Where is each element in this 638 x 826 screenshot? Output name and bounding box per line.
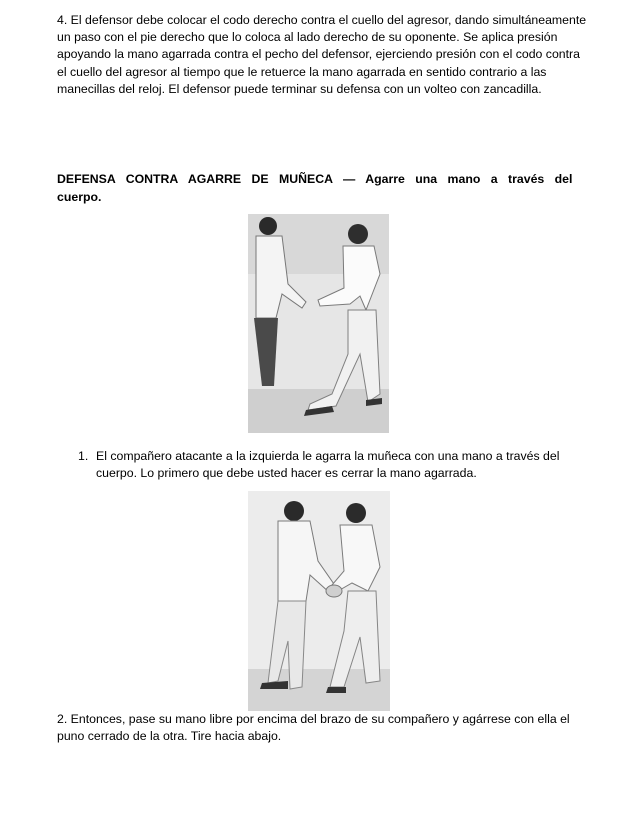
list-item-number: 1. xyxy=(78,449,89,463)
photo-hands-clasped xyxy=(248,491,390,711)
paragraph-step-2: 2. Entonces, pase su mano libre por encima del brazo de su compañero y agárrese con ella el puno cerrado de la otra. Tire hacia abajo. xyxy=(57,712,570,744)
paragraph-step-4: 4. El defensor debe colocar el codo derecho contra el cuello del agresor, dando simultáneamente un paso con el pie derecho que lo coloca al lado derecho de su oponente. Se aplica presión apoyando la mano agarrada contra el pecho del defensor, ejerciendo presión con el codo contra el cuello del agresor al tiempo que le retuerce la mano agarrada en sentido contrario a las manecillas del reloj. El defensor puede terminar su defensa con un volteo con zancadilla. xyxy=(57,13,587,96)
list-item-text: El compañero atacante a la izquierda le agarra la muñeca con una mano a través del cuerpo. Lo primero que debe usted hacer es cerrar la mano agarrada. xyxy=(96,449,560,481)
list-item-step-1 xyxy=(78,448,583,482)
photo-wrist-grab xyxy=(248,214,389,433)
section-heading: DEFENSA CONTRA AGARRE DE MUÑECA — Agarre una mano a través del cuerpo. xyxy=(57,172,573,204)
